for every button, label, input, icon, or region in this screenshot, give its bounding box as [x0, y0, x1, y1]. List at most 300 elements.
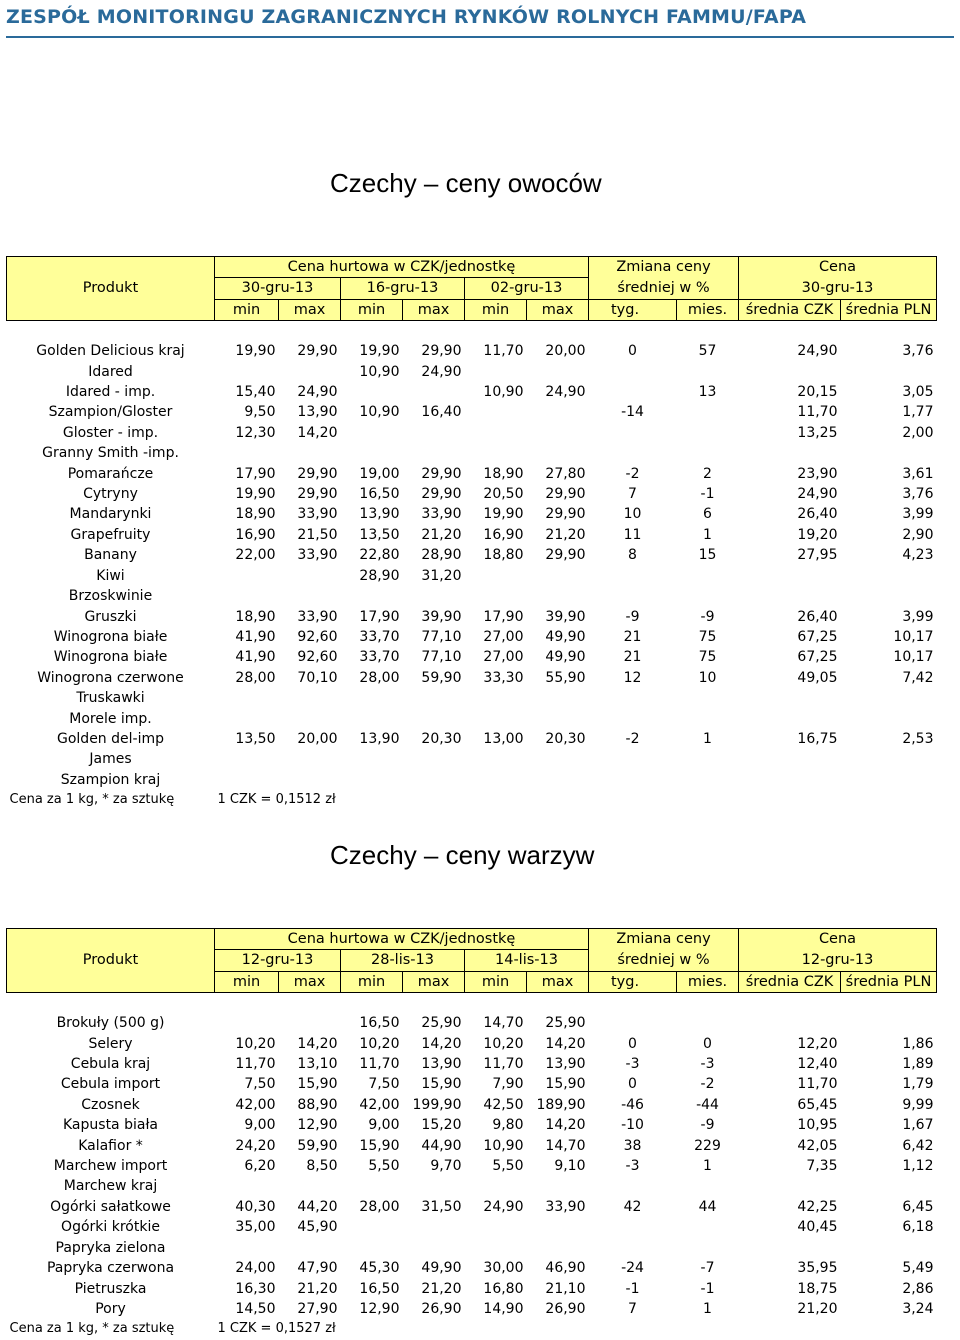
fruits-max-price-2: 77,10 — [421, 649, 462, 666]
vegetables-table-row — [7, 1095, 937, 1115]
vegetables-max-price-3: 33,90 — [545, 1198, 586, 1215]
fruits-price-group-header: Cena hurtowa w CZK/jednostkę — [215, 257, 589, 278]
fruits-max-price-3: 29,90 — [545, 547, 586, 564]
fruits-max-price-1: 21,50 — [297, 526, 338, 543]
fruits-max-price-3: 49,90 — [545, 649, 586, 666]
vegetables-max-price-1: 15,90 — [297, 1076, 338, 1093]
fruits-table-row — [7, 545, 937, 565]
vegetables-avg-price-czk: 42,25 — [797, 1198, 838, 1215]
vegetables-header-blank — [7, 971, 215, 992]
fruits-monthly-change — [677, 402, 739, 422]
vegetables-min-price-3: 16,80 — [483, 1280, 524, 1297]
fruits-table-row — [7, 464, 937, 484]
fruits-avg-price-pln: 10,17 — [893, 649, 934, 666]
fruits-min-price-3: 17,90 — [483, 608, 524, 625]
fruits-max-price-3 — [527, 423, 589, 443]
fruits-monthly-change: 75 — [698, 649, 717, 666]
fruits-table-row — [7, 647, 937, 667]
vegetables-min-price-2: 16,50 — [359, 1280, 400, 1297]
fruits-max-price-1: 33,90 — [297, 506, 338, 523]
vegetables-product-name: Pory — [95, 1300, 126, 1317]
fruits-table-row — [7, 504, 937, 524]
vegetables-avg-price-czk: 12,20 — [797, 1035, 838, 1052]
fruits-avg-price-czk: 11,70 — [797, 404, 838, 421]
fruits-avg-price-czk: 19,20 — [797, 526, 838, 543]
fruits-min-price-1 — [215, 362, 279, 382]
fruits-avg-czk-header: średnia CZK — [739, 299, 841, 320]
fruits-min-price-2 — [341, 770, 403, 790]
vegetables-min-price-3: 11,70 — [483, 1056, 524, 1073]
fruits-min-price-1: 18,90 — [235, 608, 276, 625]
vegetables-weekly-change: -3 — [625, 1056, 640, 1073]
fruits-product-name: Winogrona białe — [53, 649, 168, 666]
vegetables-avg-price-pln: 1,89 — [902, 1056, 934, 1073]
fruits-max-price-1: 29,90 — [297, 343, 338, 360]
fruits-min-price-1 — [215, 770, 279, 790]
vegetables-table-row — [7, 1115, 937, 1135]
vegetables-min-price-3 — [465, 1238, 527, 1258]
vegetables-max-price-1: 14,20 — [297, 1035, 338, 1052]
fruits-product-name: Golden Delicious kraj — [36, 343, 185, 360]
vegetables-monthly-change: 44 — [698, 1198, 717, 1215]
vegetables-max-header: max — [403, 971, 465, 992]
vegetables-avg-price-czk: 65,45 — [797, 1096, 838, 1113]
fruits-max-price-1 — [279, 688, 341, 708]
vegetables-product-name: Pietruszka — [74, 1280, 147, 1297]
vegetables-table-row — [7, 1074, 937, 1094]
vegetables-min-price-1: 10,20 — [235, 1035, 276, 1052]
fruits-min-price-1 — [215, 566, 279, 586]
fruits-table-row — [7, 688, 937, 708]
vegetables-product-name: Czosnek — [81, 1096, 140, 1113]
vegetables-monthly-change — [677, 1013, 739, 1033]
fruits-max-price-1 — [279, 770, 341, 790]
fruits-max-price-3 — [527, 709, 589, 729]
fruits-table-row — [7, 749, 937, 769]
fruits-max-price-1 — [279, 443, 341, 463]
fruits-max-price-1: 24,90 — [297, 384, 338, 401]
fruits-change-unit-header: średniej w % — [589, 278, 739, 299]
vegetables-avg-price-pln: 1,12 — [902, 1158, 934, 1175]
vegetables-table-row — [7, 1034, 937, 1054]
fruits-week-header: tyg. — [589, 299, 677, 320]
vegetables-max-price-1: 44,20 — [297, 1198, 338, 1215]
vegetables-month-header: mies. — [677, 971, 739, 992]
vegetables-max-price-2: 26,90 — [421, 1300, 462, 1317]
vegetables-max-price-1 — [279, 1176, 341, 1196]
fruits-product-name: Mandarynki — [69, 506, 152, 523]
fruits-min-price-1: 9,50 — [244, 404, 276, 421]
fruits-monthly-change: 57 — [698, 343, 717, 360]
fruits-min-price-2 — [341, 586, 403, 606]
vegetables-weekly-change: 0 — [628, 1035, 637, 1052]
vegetables-max-price-2: 15,90 — [421, 1076, 462, 1093]
fruits-table-row — [7, 443, 937, 463]
vegetables-min-header: min — [465, 971, 527, 992]
fruits-max-header: max — [403, 299, 465, 320]
fruits-table-row — [7, 566, 937, 586]
fruits-avg-price-czk: 49,05 — [797, 669, 838, 686]
fruits-monthly-change: 2 — [703, 465, 712, 482]
fruits-min-price-3: 20,50 — [483, 486, 524, 503]
fruits-monthly-change: 6 — [703, 506, 712, 523]
vegetables-max-price-1: 59,90 — [297, 1137, 338, 1154]
fruits-min-price-1: 15,40 — [235, 384, 276, 401]
fruits-min-price-2: 33,70 — [359, 649, 400, 666]
fruits-max-price-3 — [527, 586, 589, 606]
vegetables-week-header: tyg. — [589, 971, 677, 992]
fruits-product-name: Grapefruity — [70, 526, 151, 543]
fruits-min-price-2: 22,80 — [359, 547, 400, 564]
vegetables-monthly-change: -7 — [700, 1260, 715, 1277]
vegetables-max-price-1: 13,10 — [297, 1056, 338, 1073]
fruits-avg-date-header: 30-gru-13 — [739, 278, 937, 299]
fruits-avg-price-pln — [841, 586, 937, 606]
fruits-weekly-change — [589, 688, 677, 708]
vegetables-max-price-2: 14,20 — [421, 1035, 462, 1052]
fruits-monthly-change — [677, 423, 739, 443]
vegetables-product-name: Selery — [88, 1035, 133, 1052]
vegetables-max-price-2: 199,90 — [412, 1096, 462, 1113]
fruits-max-price-2 — [403, 382, 465, 402]
fruits-weekly-change — [589, 586, 677, 606]
vegetables-avg-group-header: Cena — [739, 929, 937, 950]
fruits-min-price-1: 12,30 — [235, 424, 276, 441]
vegetables-avg-price-czk: 21,20 — [797, 1300, 838, 1317]
vegetables-min-price-1 — [215, 1238, 279, 1258]
fruits-month-header: mies. — [677, 299, 739, 320]
fruits-product-name: Winogrona białe — [53, 628, 168, 645]
fruits-min-price-2: 16,50 — [359, 486, 400, 503]
fruits-max-price-3 — [527, 749, 589, 769]
vegetables-weekly-change: -46 — [621, 1096, 644, 1113]
vegetables-max-price-1: 8,50 — [306, 1158, 338, 1175]
fruits-product-name: Kiwi — [96, 567, 125, 584]
fruits-avg-price-pln: 2,53 — [902, 730, 934, 747]
vegetables-product-name: Cebula kraj — [70, 1056, 151, 1073]
fruits-max-price-2 — [403, 749, 465, 769]
vegetables-min-price-2: 28,00 — [359, 1198, 400, 1215]
vegetables-min-price-2: 9,00 — [368, 1117, 400, 1134]
fruits-avg-price-czk: 16,75 — [797, 730, 838, 747]
fruits-max-price-2: 28,90 — [421, 547, 462, 564]
vegetables-table-row — [7, 1238, 937, 1258]
fruits-min-price-3: 11,70 — [483, 343, 524, 360]
vegetables-min-price-2: 11,70 — [359, 1056, 400, 1073]
fruits-min-price-3: 16,90 — [483, 526, 524, 543]
fruits-max-price-3: 49,90 — [545, 628, 586, 645]
fruits-min-price-3 — [465, 688, 527, 708]
vegetables-max-price-3: 13,90 — [545, 1056, 586, 1073]
fruits-weekly-change: -2 — [625, 465, 640, 482]
vegetables-product-name: Ogórki sałatkowe — [50, 1198, 171, 1215]
fruits-max-price-3 — [527, 688, 589, 708]
fruits-table-row — [7, 402, 937, 422]
fruits-max-price-2 — [403, 709, 465, 729]
fruits-weekly-change: 21 — [623, 649, 642, 666]
fruits-avg-price-czk: 24,90 — [797, 486, 838, 503]
fruits-max-price-1: 14,20 — [297, 424, 338, 441]
fruits-avg-price-czk — [739, 443, 841, 463]
vegetables-max-price-3 — [527, 1176, 589, 1196]
vegetables-date-header: 12-gru-13 — [215, 950, 341, 971]
fruits-monthly-change — [677, 566, 739, 586]
vegetables-max-price-1: 21,20 — [297, 1280, 338, 1297]
fruits-max-price-3: 29,90 — [545, 506, 586, 523]
fruits-avg-price-czk: 24,90 — [797, 343, 838, 360]
fruits-max-price-2: 29,90 — [421, 465, 462, 482]
vegetables-weekly-change: -10 — [621, 1117, 644, 1134]
vegetables-max-price-3: 25,90 — [545, 1015, 586, 1032]
vegetables-avg-price-czk: 11,70 — [797, 1076, 838, 1093]
vegetables-weekly-change: -24 — [621, 1260, 644, 1277]
vegetables-monthly-change: -44 — [696, 1096, 719, 1113]
vegetables-min-price-2: 16,50 — [359, 1015, 400, 1032]
vegetables-monthly-change: -2 — [700, 1076, 715, 1093]
vegetables-max-price-2: 9,70 — [430, 1158, 462, 1175]
fruits-avg-group-header: Cena — [739, 257, 937, 278]
fruits-weekly-change: 10 — [623, 506, 642, 523]
fruits-min-price-1: 22,00 — [235, 547, 276, 564]
fruits-min-price-3: 13,00 — [483, 730, 524, 747]
vegetables-max-price-3 — [527, 1238, 589, 1258]
fruits-table-row — [7, 627, 937, 647]
fruits-table-row — [7, 607, 937, 627]
vegetables-avg-date-header: 12-gru-13 — [739, 950, 937, 971]
fruits-price-table — [6, 256, 937, 811]
fruits-avg-price-czk: 67,25 — [797, 628, 838, 645]
vegetables-min-price-3: 10,90 — [483, 1137, 524, 1154]
fruits-max-price-2 — [403, 443, 465, 463]
fruits-avg-price-pln: 3,76 — [902, 343, 934, 360]
vegetables-monthly-change: 1 — [703, 1158, 712, 1175]
fruits-min-price-3 — [465, 566, 527, 586]
fruits-max-price-3: 55,90 — [545, 669, 586, 686]
fruits-min-price-2: 10,90 — [359, 404, 400, 421]
vegetables-max-price-2 — [403, 1238, 465, 1258]
fruits-product-name: Brzoskwinie — [68, 588, 153, 605]
vegetables-product-name: Marchew kraj — [63, 1178, 158, 1195]
fruits-avg-price-pln — [841, 749, 937, 769]
vegetables-min-price-3: 10,20 — [483, 1035, 524, 1052]
fruits-monthly-change: -1 — [700, 486, 715, 503]
fruits-max-price-2: 29,90 — [421, 343, 462, 360]
fruits-min-price-2: 28,90 — [359, 567, 400, 584]
vegetables-max-price-2: 49,90 — [421, 1260, 462, 1277]
fruits-max-price-3: 24,90 — [545, 384, 586, 401]
fruits-max-price-1: 33,90 — [297, 547, 338, 564]
fruits-table-row — [7, 423, 937, 443]
fruits-avg-price-czk — [739, 770, 841, 790]
fruits-table-row — [7, 362, 937, 382]
fruits-product-name: Idared — [88, 363, 133, 380]
vegetables-min-price-1: 11,70 — [235, 1056, 276, 1073]
vegetables-max-price-3: 189,90 — [536, 1096, 586, 1113]
fruits-product-name: Gloster - imp. — [62, 424, 159, 441]
vegetables-max-price-1: 47,90 — [297, 1260, 338, 1277]
vegetables-table-row — [7, 1258, 937, 1278]
vegetables-max-price-2: 15,20 — [421, 1117, 462, 1134]
fruits-product-name: James — [89, 751, 132, 768]
fruits-section-title: Czechy – ceny owoców — [330, 168, 602, 198]
vegetables-avg-price-czk: 7,35 — [806, 1158, 838, 1175]
fruits-max-price-2: 31,20 — [421, 567, 462, 584]
vegetables-avg-price-pln: 1,79 — [902, 1076, 934, 1093]
fruits-avg-price-pln: 3,61 — [902, 465, 934, 482]
fruits-product-name: Pomarańcze — [67, 465, 154, 482]
vegetables-avg-price-czk: 12,40 — [797, 1056, 838, 1073]
vegetables-product-name: Kalafior * — [78, 1137, 143, 1154]
fruits-weekly-change — [589, 382, 677, 402]
fruits-min-price-1: 18,90 — [235, 506, 276, 523]
vegetables-min-price-3: 30,00 — [483, 1260, 524, 1277]
fruits-max-price-2 — [403, 423, 465, 443]
vegetables-min-price-1: 35,00 — [235, 1219, 276, 1236]
fruits-table-row — [7, 341, 937, 361]
fruits-product-name: Morele imp. — [69, 710, 152, 727]
fruits-product-name: Szampion/Gloster — [48, 404, 173, 421]
vegetables-avg-price-pln: 1,86 — [902, 1035, 934, 1052]
fruits-min-price-1: 19,90 — [235, 486, 276, 503]
vegetables-max-price-2: 13,90 — [421, 1056, 462, 1073]
fruits-max-price-1: 29,90 — [297, 465, 338, 482]
fruits-avg-price-pln: 3,05 — [902, 384, 934, 401]
fruits-weekly-change: -9 — [625, 608, 640, 625]
fruits-max-price-2 — [403, 688, 465, 708]
fruits-max-price-2: 77,10 — [421, 628, 462, 645]
vegetables-table-row — [7, 1217, 937, 1237]
vegetables-weekly-change: -3 — [625, 1158, 640, 1175]
fruits-min-price-3 — [465, 709, 527, 729]
fruits-weekly-change: 12 — [623, 669, 642, 686]
fruits-weekly-change: 0 — [628, 343, 637, 360]
vegetables-avg-price-pln: 6,42 — [902, 1137, 934, 1154]
fruits-weekly-change: -14 — [621, 404, 644, 421]
vegetables-price-group-header: Cena hurtowa w CZK/jednostkę — [215, 929, 589, 950]
fruits-avg-price-czk — [739, 709, 841, 729]
vegetables-avg-price-pln: 9,99 — [902, 1096, 934, 1113]
fruits-avg-price-czk: 13,25 — [797, 424, 838, 441]
fruits-avg-price-pln: 3,99 — [902, 608, 934, 625]
fruits-monthly-change — [677, 362, 739, 382]
fruits-table-row — [7, 729, 937, 749]
fruits-max-price-1 — [279, 709, 341, 729]
fruits-max-price-3: 29,90 — [545, 486, 586, 503]
vegetables-min-price-1: 40,30 — [235, 1198, 276, 1215]
vegetables-avg-price-pln — [841, 1013, 937, 1033]
fruits-date-header: 30-gru-13 — [215, 278, 341, 299]
fruits-product-name: Gruszki — [84, 608, 137, 625]
vegetables-spacer — [7, 993, 937, 1014]
fruits-avg-price-pln: 2,90 — [902, 526, 934, 543]
fruits-exchange-rate: 1 CZK = 0,1512 zł — [217, 792, 336, 808]
vegetables-avg-price-pln: 6,18 — [902, 1219, 934, 1236]
vegetables-min-price-3 — [465, 1217, 527, 1237]
vegetables-section-title: Czechy – ceny warzyw — [330, 840, 595, 870]
fruits-max-price-3 — [527, 362, 589, 382]
fruits-min-price-1 — [215, 709, 279, 729]
vegetables-avg-price-pln — [841, 1238, 937, 1258]
fruits-unit-note: Cena za 1 kg, * za sztukę — [9, 792, 175, 808]
vegetables-avg-price-czk — [739, 1013, 841, 1033]
vegetables-header-blank — [7, 929, 215, 950]
fruits-product-name: Truskawki — [76, 690, 145, 707]
vegetables-min-price-2 — [341, 1217, 403, 1237]
vegetables-min-price-2: 5,50 — [368, 1158, 400, 1175]
fruits-min-price-1 — [215, 443, 279, 463]
fruits-monthly-change — [677, 443, 739, 463]
fruits-max-header: max — [527, 299, 589, 320]
fruits-avg-price-pln: 7,42 — [902, 669, 934, 686]
fruits-avg-price-czk: 20,15 — [797, 384, 838, 401]
fruits-footer-blank — [403, 790, 937, 810]
vegetables-avg-pln-header: średnia PLN — [841, 971, 937, 992]
vegetables-monthly-change: -3 — [700, 1056, 715, 1073]
fruits-max-price-2 — [403, 770, 465, 790]
fruits-min-price-2: 13,50 — [359, 526, 400, 543]
vegetables-max-price-2: 25,90 — [421, 1015, 462, 1032]
vegetables-weekly-change: 38 — [623, 1137, 642, 1154]
vegetables-avg-price-pln: 3,24 — [902, 1300, 934, 1317]
vegetables-monthly-change — [677, 1238, 739, 1258]
vegetables-avg-price-pln: 1,67 — [902, 1117, 934, 1134]
vegetables-unit-note: Cena za 1 kg, * za sztukę — [9, 1321, 175, 1337]
fruits-weekly-change: 11 — [623, 526, 642, 543]
vegetables-exchange-rate: 1 CZK = 0,1527 zł — [217, 1321, 336, 1337]
fruits-max-price-2: 24,90 — [421, 363, 462, 380]
fruits-min-price-2 — [341, 688, 403, 708]
fruits-monthly-change — [677, 709, 739, 729]
fruits-table-row — [7, 382, 937, 402]
fruits-monthly-change: 1 — [703, 730, 712, 747]
fruits-product-name: Idared - imp. — [65, 384, 156, 401]
vegetables-weekly-change — [589, 1013, 677, 1033]
vegetables-avg-price-pln: 6,45 — [902, 1198, 934, 1215]
fruits-max-price-3 — [527, 770, 589, 790]
fruits-weekly-change: 7 — [628, 486, 637, 503]
vegetables-monthly-change: 229 — [694, 1137, 721, 1154]
fruits-min-price-2: 33,70 — [359, 628, 400, 645]
fruits-avg-price-czk: 23,90 — [797, 465, 838, 482]
fruits-max-price-1 — [279, 362, 341, 382]
vegetables-monthly-change — [677, 1217, 739, 1237]
fruits-weekly-change: 21 — [623, 628, 642, 645]
fruits-min-price-2 — [341, 749, 403, 769]
fruits-min-price-1: 19,90 — [235, 343, 276, 360]
fruits-avg-price-czk — [739, 586, 841, 606]
vegetables-max-price-3: 21,10 — [545, 1280, 586, 1297]
fruits-avg-price-czk: 26,40 — [797, 608, 838, 625]
vegetables-max-price-3 — [527, 1217, 589, 1237]
vegetables-max-price-1 — [279, 1238, 341, 1258]
vegetables-min-price-2: 42,00 — [359, 1096, 400, 1113]
vegetables-avg-price-czk: 18,75 — [797, 1280, 838, 1297]
vegetables-min-price-3 — [465, 1176, 527, 1196]
vegetables-product-name: Marchew import — [53, 1158, 168, 1175]
fruits-max-price-3: 39,90 — [545, 608, 586, 625]
fruits-product-header: Produkt — [7, 278, 215, 299]
vegetables-max-price-1: 27,90 — [297, 1300, 338, 1317]
fruits-monthly-change — [677, 586, 739, 606]
fruits-monthly-change: 13 — [698, 384, 717, 401]
vegetables-avg-price-czk: 10,95 — [797, 1117, 838, 1134]
vegetables-min-price-2 — [341, 1238, 403, 1258]
vegetables-date-header: 28-lis-13 — [341, 950, 465, 971]
vegetables-min-price-1: 24,20 — [235, 1137, 276, 1154]
fruits-product-name: Cytryny — [83, 486, 138, 503]
fruits-weekly-change: 8 — [628, 547, 637, 564]
fruits-weekly-change — [589, 749, 677, 769]
